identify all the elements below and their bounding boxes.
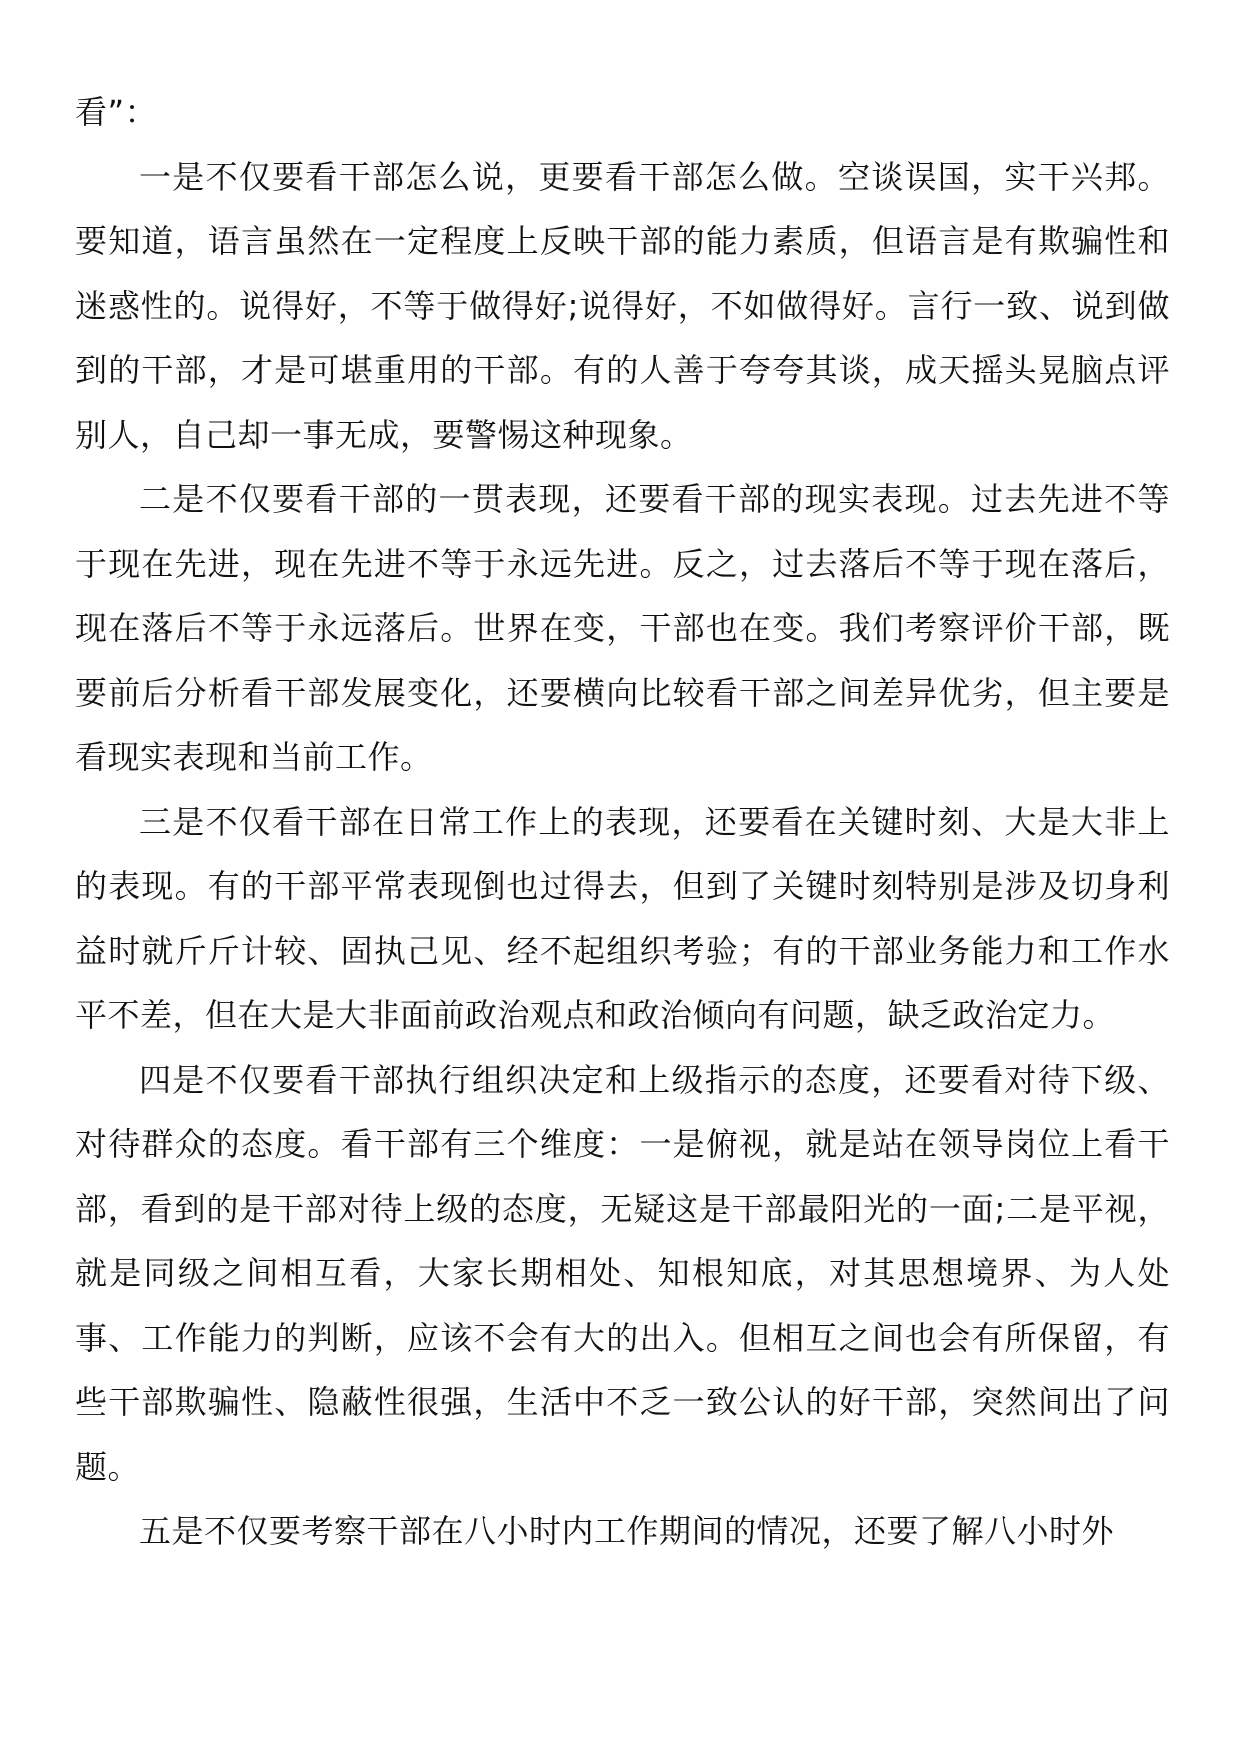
- paragraph-point-five: 五是不仅要考察干部在八小时内工作期间的情况，还要了解八小时外: [139, 1512, 1115, 1550]
- paragraph-point-one: 一是不仅要看干部怎么说，更要看干部怎么做。空谈误国，实干兴邦。要知道，语言虽然在一定程度上反映干部的能力素质，但语言是有欺骗性和迷惑性的。说得好，不等于做得好;说得好，不如做得好。言行一致、说到做到的干部，才是可堪重用的干部。有的人善于夸夸其谈，成天摇头晃脑点评别人，自己却一事无成，要警惕这种现象。: [75, 157, 1170, 454]
- document-page: [75, 80, 1170, 1564]
- paragraph-point-two: 二是不仅要看干部的一贯表现，还要看干部的现实表现。过去先进不等于现在先进，现在先进不等于永远先进。反之，过去落后不等于现在落后，现在落后不等于永远落后。世界在变，干部也在变。我们考察评价干部，既要前后分析看干部发展变化，还要横向比较看干部之间差异优劣，但主要是看现实表现和当前工作。: [75, 480, 1170, 776]
- paragraph-intro: 看”：: [75, 93, 158, 131]
- paragraph-point-three: 三是不仅看干部在日常工作上的表现，还要看在关键时刻、大是大非上的表现。有的干部平常表现倒也过得去，但到了关键时刻特别是涉及切身利益时就斤斤计较、固执己见、经不起组织考验；有的干部业务能力和工作水平不差，但在大是大非面前政治观点和政治倾向有问题，缺乏政治定力。: [75, 802, 1170, 1034]
- paragraph-point-four: 四是不仅要看干部执行组织决定和上级指示的态度，还要看对待下级、对待群众的态度。看干部有三个维度：一是俯视，就是站在领导岗位上看干部，看到的是干部对待上级的态度，无疑这是干部最阳光的一面;二是平视，就是同级之间相互看，大家长期相处、知根知底，对其思想境界、为人处事、工作能力的判断，应该不会有大的出入。但相互之间也会有所保留，有些干部欺骗性、隐蔽性很强，生活中不乏一致公认的好干部，突然间出了问题。: [75, 1060, 1170, 1486]
